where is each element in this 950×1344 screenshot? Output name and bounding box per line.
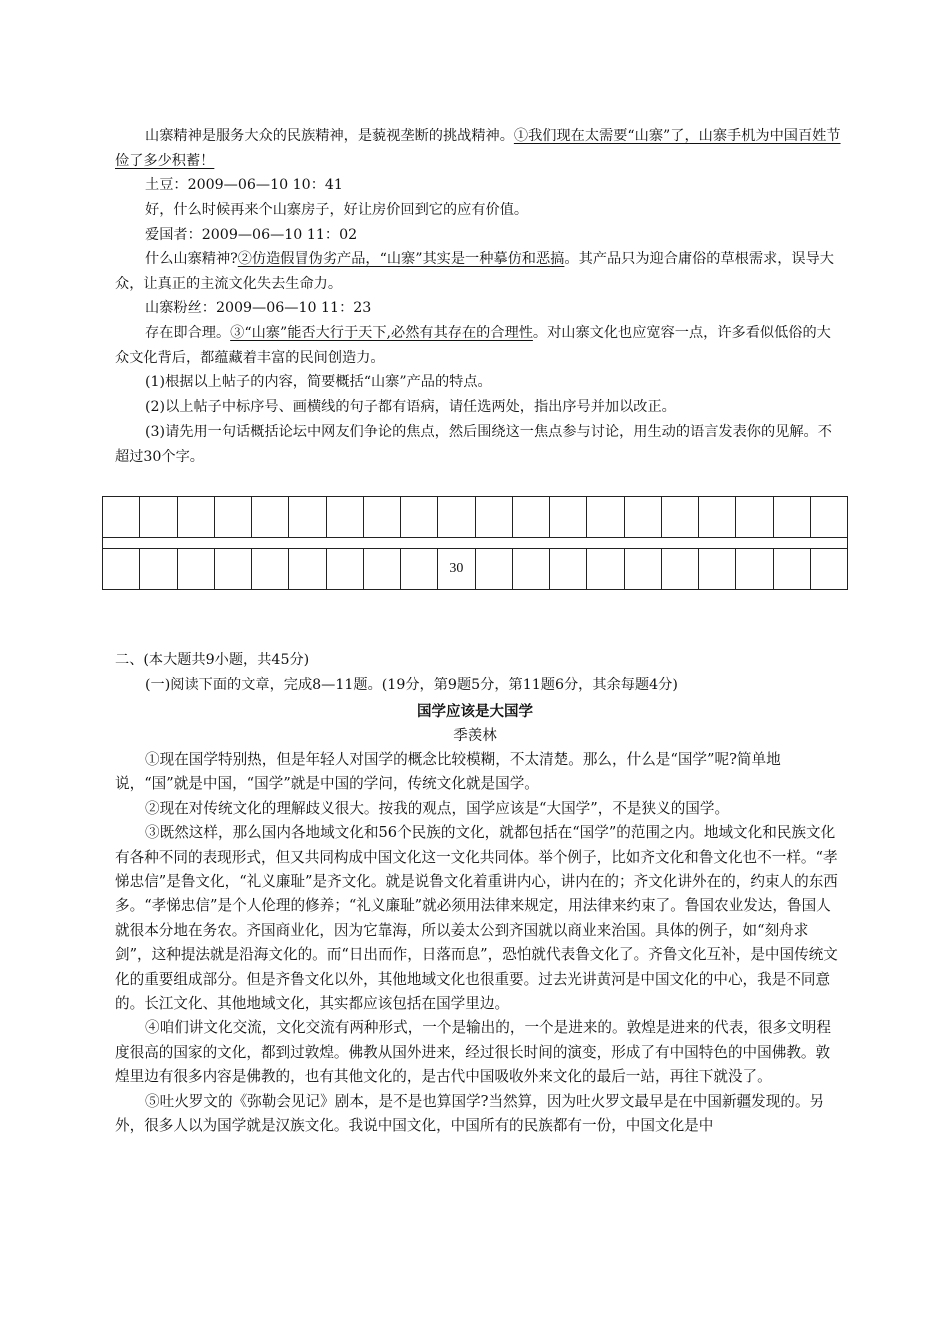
grid-cell[interactable]: [177, 549, 214, 590]
grid-row-2[interactable]: [103, 549, 848, 590]
grid-cell[interactable]: [103, 549, 140, 590]
post-text: 。其产品只为迎合庸俗的草根需求，误导大众，让真正的主流文化失去生命力。: [115, 251, 834, 292]
grid-cell[interactable]: [103, 497, 140, 538]
section-2-header: 二、(本大题共9小题，共45分): [115, 652, 310, 668]
question-3: (3)请先用一句话概括论坛中网友们争论的焦点，然后围绕这一焦点参与讨论，用生动的语言发表你的见解。不超过30个字。: [115, 424, 832, 465]
grid-cell[interactable]: [699, 549, 736, 590]
post-author-tudou: 土豆：2009—06—10 10：41: [145, 177, 343, 193]
grid-spacer: [103, 538, 848, 549]
grid-cell[interactable]: [624, 549, 661, 590]
post-paragraph-4: [115, 321, 843, 370]
grid-cell[interactable]: [512, 497, 549, 538]
post-author-shanzhai-fan: 山寨粉丝：2009—06—10 11：23: [145, 300, 372, 316]
grid-cell[interactable]: [289, 497, 326, 538]
grid-cell[interactable]: [512, 549, 549, 590]
grid-cell[interactable]: [736, 497, 773, 538]
grid-spacer-row: [103, 538, 848, 549]
grid-cell[interactable]: [363, 497, 400, 538]
grid-cell[interactable]: [326, 549, 363, 590]
grid-cell[interactable]: [438, 497, 475, 538]
grid-cell[interactable]: [252, 497, 289, 538]
grid-cell[interactable]: [624, 497, 661, 538]
post-paragraph-3: [115, 247, 843, 296]
question-2: (2)以上帖子中标序号、画横线的句子都有语病，请任选两处，指出序号并加以改正。: [145, 399, 676, 415]
article-paragraph-2: ②现在对传统文化的理解歧义很大。按我的观点，国学应该是“大国学”，不是狭义的国学。: [145, 799, 730, 817]
grid-cell[interactable]: [810, 549, 847, 590]
grid-cell[interactable]: [736, 549, 773, 590]
article-paragraph-3: ③既然这样，那么国内各地域文化和56个民族的文化，就都包括在“国学”的范围之内。地域文化和民族文化有各种不同的表现形式，但又共同构成中国文化这一文化共同体。举个例子，比如齐文化和鲁文化也不一样。“孝悌忠信”是鲁文化，“礼义廉耻”是齐文化。就是说鲁文化着重讲内心，讲内在的；齐文化讲外在的，约束人的东西多。“孝悌忠信”是个人伦理的修养；“礼义廉耻”就必须用法律来规定，用法律来约束了。鲁国农业发达，鲁国人就很本分地在务农。齐国商业化，因为它靠海，所以姜太公到齐国就以商业来治国。具体的例子，如“刻舟求剑”，这种提法就是沿海文化的。而“日出而作，日落而息”，恐怕就代表鲁文化了。齐鲁文化互补，是中国传统文化的重要组成部分。但是齐鲁文化以外，其他地域文化也很重要。过去光讲黄河是中国文化的中心，我是不同意的。长江文化、其他地域文化，其实都应该包括在国学里边。: [115, 824, 838, 1013]
post-paragraph-2: 好，什么时候再来个山寨房子，好让房价回到它的应有价值。: [145, 202, 529, 218]
answer-grid[interactable]: [102, 496, 848, 590]
grid-cell[interactable]: [773, 549, 810, 590]
grid-cell[interactable]: [550, 549, 587, 590]
grid-cell[interactable]: [140, 549, 177, 590]
grid-cell[interactable]: [289, 549, 326, 590]
underlined-sentence-3: ③“山寨”能否大行于天下,必然有其存在的合理性: [230, 325, 533, 341]
post-author-aiguozhe: 爱国者：2009—06—10 11：02: [145, 227, 358, 243]
post-text: 。对山寨文化也应宽容一点，许多看似低俗的大众文化背后，都蕴藏着丰富的民间创造力。: [115, 325, 831, 366]
grid-cell[interactable]: [214, 549, 251, 590]
post-text: 存在即合理。: [145, 325, 231, 341]
article-paragraph-1: ①现在国学特别热，但是年轻人对国学的概念比较模糊，不太清楚。那么，什么是“国学”呢?简单地说，“国”就是中国，“国学”就是中国的学问，传统文化就是国学。: [115, 751, 781, 793]
post-text: 山寨精神是服务大众的民族精神，是藐视垄断的挑战精神。: [145, 128, 514, 144]
grid-cell[interactable]: [214, 497, 251, 538]
grid-cell[interactable]: [550, 497, 587, 538]
grid-cell[interactable]: [475, 549, 512, 590]
grid-cell[interactable]: [252, 549, 289, 590]
grid-cell[interactable]: [810, 497, 847, 538]
underlined-sentence-2: ②仿造假冒伪劣产品，“山寨”其实是一种摹仿和恶搞: [237, 251, 565, 267]
grid-cell[interactable]: [363, 549, 400, 590]
article-body: [115, 748, 843, 1139]
section-2-instruction: (一)阅读下面的文章，完成8—11题。(19分，第9题5分，第11题6分，其余每题4分): [145, 677, 678, 693]
post-paragraph-1: [115, 124, 843, 173]
grid-cell[interactable]: [475, 497, 512, 538]
article-paragraph-5: ⑤吐火罗文的《弥勒会见记》剧本，是不是也算国学?当然算，因为吐火罗文最早是在中国新疆发现的。另外，很多人以为国学就是汉族文化。我说中国文化，中国所有的民族都有一份，中国文化是中: [115, 1092, 825, 1135]
grid-cell[interactable]: [587, 549, 624, 590]
grid-cell[interactable]: [699, 497, 736, 538]
grid-cell[interactable]: [401, 549, 438, 590]
grid-cell[interactable]: [326, 497, 363, 538]
article-title: 国学应该是大国学: [417, 704, 533, 720]
grid-cell[interactable]: [401, 497, 438, 538]
grid-cell-30[interactable]: 30: [438, 549, 475, 590]
grid-cell[interactable]: [773, 497, 810, 538]
underlined-sentence-1: ①我们现在太需要“山寨”了，山寨手机为中国百姓节俭了多少积蓄！: [115, 128, 841, 169]
question-1: (1)根据以上帖子的内容，简要概括“山寨”产品的特点。: [145, 374, 492, 390]
grid-cell[interactable]: [177, 497, 214, 538]
grid-cell[interactable]: [661, 497, 698, 538]
grid-cell[interactable]: [587, 497, 624, 538]
grid-cell[interactable]: [140, 497, 177, 538]
article-paragraph-4: ④咱们讲文化交流，文化交流有两种形式，一个是输出的，一个是进来的。敦煌是进来的代表，很多文明程度很高的国家的文化，都到过敦煌。佛教从国外进来，经过很长时间的演变，形成了有中国特色的中国佛教。敦煌里边有很多内容是佛教的，也有其他文化的，是古代中国吸收外来文化的最后一站，再往下就没了。: [115, 1019, 831, 1086]
grid-cell[interactable]: [661, 549, 698, 590]
grid-row-1[interactable]: [103, 497, 848, 538]
post-text: 什么山寨精神?: [145, 251, 238, 267]
article-author: 季羡林: [453, 728, 497, 744]
